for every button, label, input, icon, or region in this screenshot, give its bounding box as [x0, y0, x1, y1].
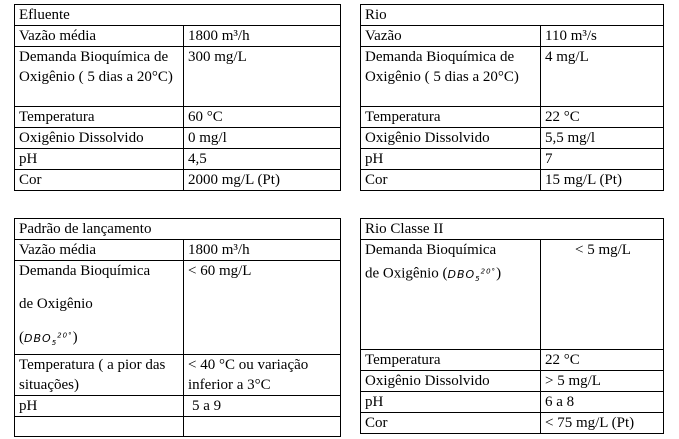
dbo-limit: < 5 mg/L [575, 242, 631, 258]
row-label: Cor [15, 170, 184, 191]
row-value: 15 mg/L (Pt) [541, 170, 664, 191]
rio-classe-table [360, 218, 664, 434]
row-value: 2000 mg/L (Pt) [184, 170, 341, 191]
row-label: pH [361, 149, 541, 170]
dbo-label-cell [15, 261, 184, 355]
row-value: < 40 °C ou variação inferior a 3°C [184, 354, 341, 395]
dbo-superscript: 20° [480, 267, 497, 275]
row-label: Cor [361, 170, 541, 191]
row-value: 60 °C [184, 107, 341, 128]
row-label: Temperatura [361, 350, 541, 371]
dbo-symbol: DBO [24, 331, 52, 345]
row-value: 110 m³/s [541, 26, 664, 47]
row-label: pH [15, 395, 184, 416]
row-value: 1800 m³/h [184, 240, 341, 261]
rio-classe-title: Rio Classe II [361, 219, 664, 240]
row-label: Vazão média [15, 26, 184, 47]
efluente-title: Efluente [15, 5, 341, 26]
row-label: Oxigênio Dissolvido [361, 128, 541, 149]
rio-title: Rio [361, 5, 664, 26]
padrao-title: Padrão de lançamento [15, 219, 341, 240]
rio-table [360, 4, 664, 191]
dbo-formula: $(DBO_5^{20^\circ})$ [19, 329, 78, 347]
row-label: Cor [361, 413, 541, 434]
row-label-3: ) [496, 265, 502, 282]
row-value: 22 °C [541, 107, 664, 128]
row-label: Temperatura [361, 107, 541, 128]
row-label: Oxigênio Dissolvido [15, 128, 184, 149]
dbo-label-cell [361, 240, 541, 350]
row-value: 4,5 [184, 149, 341, 170]
row-label: Temperatura [15, 107, 184, 128]
efluente-table [14, 4, 341, 191]
row-value: < 75 mg/L (Pt) [541, 413, 664, 434]
row-value: 22 °C [541, 350, 664, 371]
row-value: 1800 m³/h [184, 26, 341, 47]
row-value [184, 395, 341, 416]
row-value: 300 mg/L [184, 47, 341, 107]
row-value: 0 mg/l [184, 128, 341, 149]
dbo-superscript: 20° [57, 331, 73, 339]
empty-cell [184, 416, 341, 436]
row-label: pH [15, 149, 184, 170]
row-label: Demanda Bioquímica de Oxigênio ( 5 dias a 20°C) [15, 47, 184, 107]
row-label-2: de Oxigênio ( [365, 265, 448, 282]
row-label: Vazão [361, 26, 541, 47]
row-value: > 5 mg/L [541, 371, 664, 392]
row-label: pH [361, 392, 541, 413]
row-label: Demanda Bioquímica [365, 242, 497, 258]
dbo-subscript: 5 [475, 274, 481, 283]
row-label: Oxigênio Dissolvido [361, 371, 541, 392]
row-value: 6 a 8 [541, 392, 664, 413]
row-label: Demanda Bioquímica [19, 263, 151, 279]
row-label-2: de Oxigênio [19, 296, 93, 312]
ph-range: 5 a 9 [192, 397, 222, 414]
empty-cell [15, 416, 184, 436]
row-value [541, 240, 664, 350]
row-value: < 60 mg/L [184, 261, 341, 355]
row-label: Demanda Bioquímica de Oxigênio ( 5 dias a 20°C) [361, 47, 541, 107]
row-label: Temperatura ( a pior das situações) [15, 354, 184, 395]
row-label: Vazão média [15, 240, 184, 261]
dbo-formula [365, 261, 538, 290]
row-value: 5,5 mg/l [541, 128, 664, 149]
row-value: 7 [541, 149, 664, 170]
dbo-symbol: DBO [447, 267, 476, 281]
dbo-subscript: 5 [51, 338, 58, 347]
row-value: 4 mg/L [541, 47, 664, 107]
padrao-table [14, 218, 341, 437]
